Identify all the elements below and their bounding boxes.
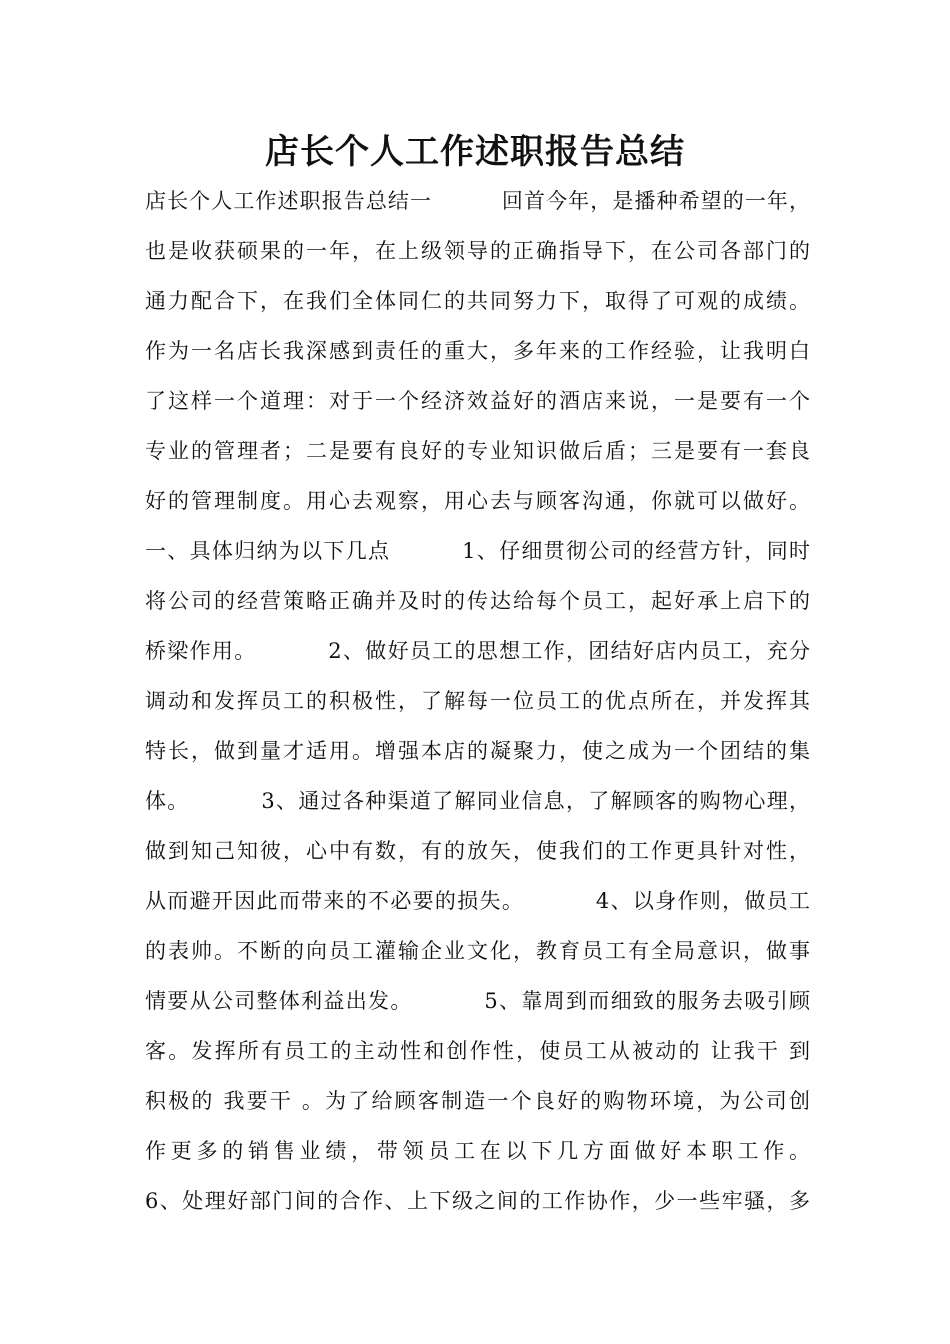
text-line: 从而避开因此而带来的不必要的损失。 4、以身作则，做员工 <box>145 889 810 913</box>
text-line: 也是收获硕果的一年，在上级领导的正确指导下，在公司各部门的 <box>145 239 810 263</box>
text-line: 专业的管理者；二是要有良好的专业知识做后盾；三是要有一套良 <box>145 439 810 463</box>
text-line: 做到知己知彼，心中有数，有的放矢，使我们的工作更具针对性， <box>145 839 810 863</box>
text-line: 积极的 我要干 。为了给顾客制造一个良好的购物环境，为公司创 <box>145 1089 810 1113</box>
text-line: 店长个人工作述职报告总结一 回首今年，是播种希望的一年， <box>145 189 810 213</box>
text-line: 作更多的销售业绩，带领员工在以下几方面做好本职工作。 <box>145 1139 810 1163</box>
text-line: 作为一名店长我深感到责任的重大，多年来的工作经验，让我明白 <box>145 339 810 363</box>
text-line: 了这样一个道理：对于一个经济效益好的酒店来说，一是要有一个 <box>145 389 810 413</box>
text-line: 将公司的经营策略正确并及时的传达给每个员工，起好承上启下的 <box>145 589 810 613</box>
text-line: 一、具体归纳为以下几点 1、仔细贯彻公司的经营方针，同时 <box>145 539 810 563</box>
text-line: 的表帅。不断的向员工灌输企业文化，教育员工有全局意识，做事 <box>145 939 810 963</box>
text-line: 情要从公司整体利益出发。 5、靠周到而细致的服务去吸引顾 <box>145 989 810 1013</box>
text-line: 调动和发挥员工的积极性，了解每一位员工的优点所在，并发挥其 <box>145 689 810 713</box>
text-line: 体。 3、通过各种渠道了解同业信息，了解顾客的购物心理， <box>145 789 810 813</box>
document-body <box>145 176 810 1226</box>
text-line: 6、处理好部门间的合作、上下级之间的工作协作，少一些牢骚，多 <box>145 1189 810 1213</box>
text-line: 客。发挥所有员工的主动性和创作性，使员工从被动的 让我干 到 <box>145 1039 810 1063</box>
text-line: 通力配合下，在我们全体同仁的共同努力下，取得了可观的成绩。 <box>145 289 810 313</box>
text-line: 好的管理制度。用心去观察，用心去与顾客沟通，你就可以做好。 <box>145 489 810 513</box>
text-line: 特长，做到量才适用。增强本店的凝聚力，使之成为一个团结的集 <box>145 739 810 763</box>
document-title: 店长个人工作述职报告总结 <box>265 132 685 172</box>
text-line: 桥梁作用。 2、做好员工的思想工作，团结好店内员工，充分 <box>145 639 810 663</box>
